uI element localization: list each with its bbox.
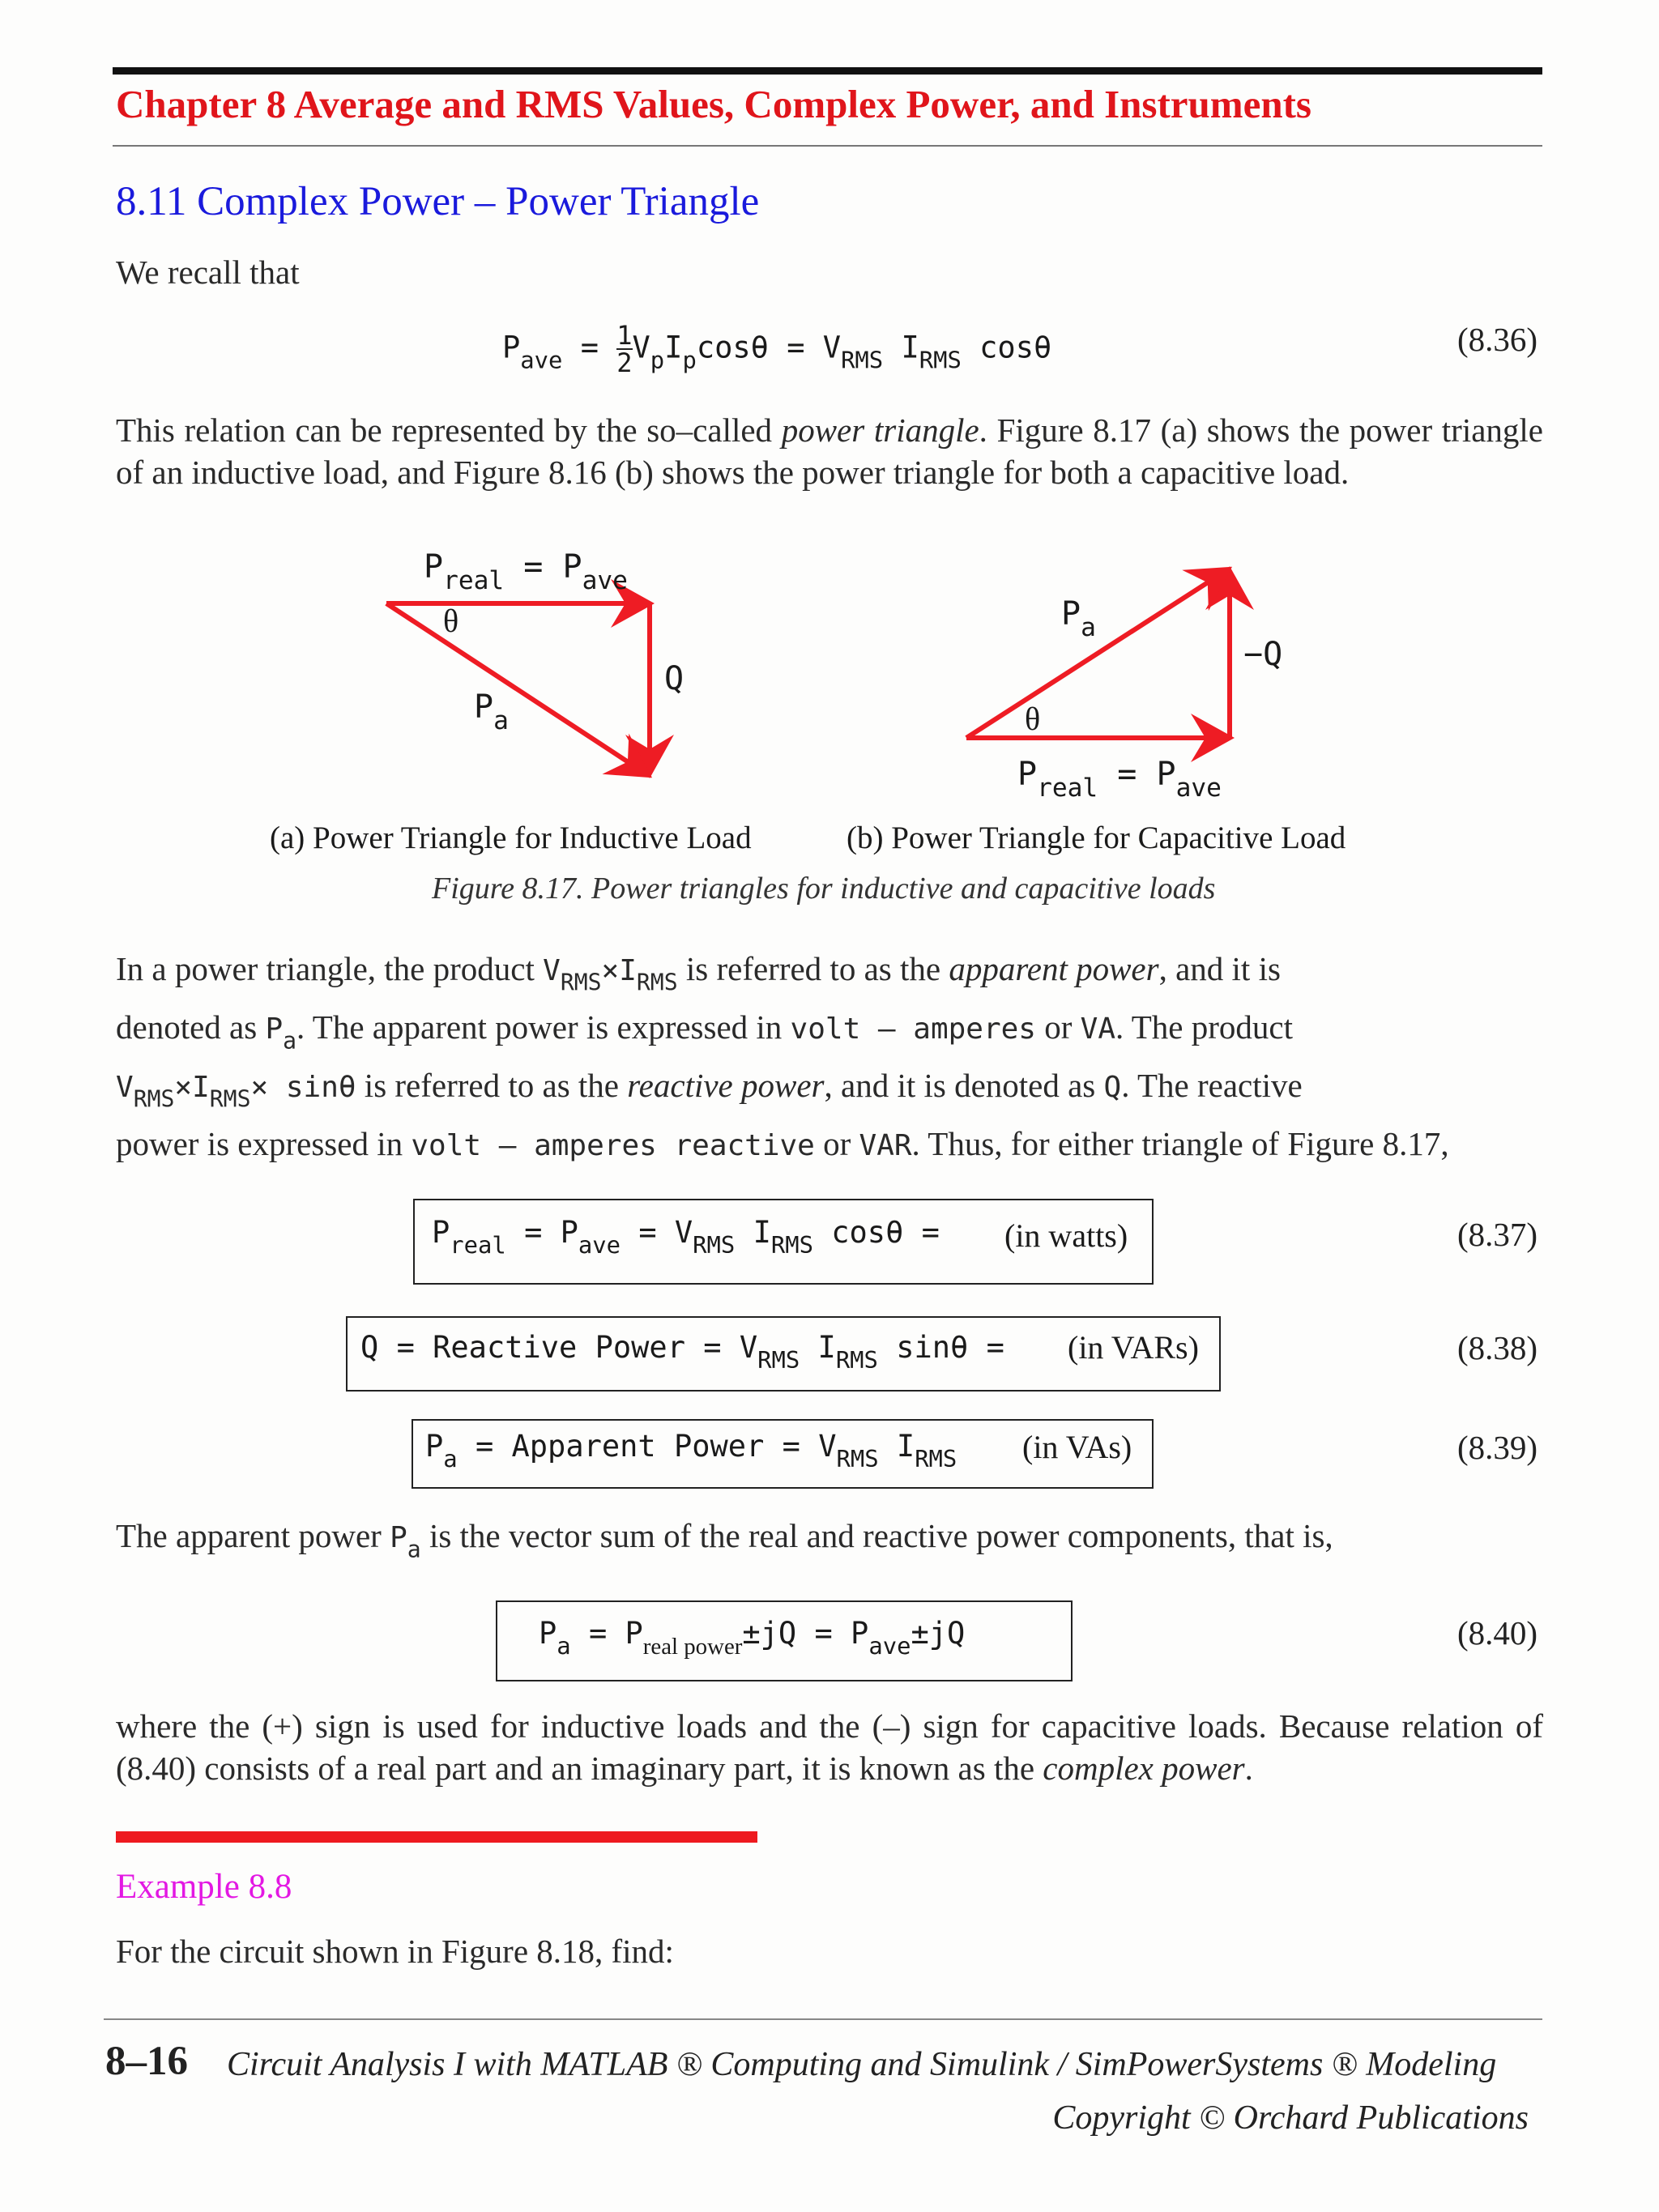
paragraph-power-triangle: This relation can be represented by the so–called power triangle. Figure 8.17 (a) shows the power triangle of an inductive load, and Figure 8.16 (b) shows the power triangle for both a capacitive load. [116, 411, 1543, 491]
capacitive-apparent-power-arrow [966, 569, 1228, 738]
equation-number-8-40: (8.40) [1456, 1614, 1537, 1652]
capacitive-theta-label: θ [1025, 701, 1041, 737]
equation-8-37: $P_{real} = P_{ave} = V_{RMS}$ $I_{RMS}$ cosθ = [432, 1215, 940, 1259]
equation-number-8-39: (8.39) [1456, 1429, 1537, 1466]
figure-caption: Figure 8.17. Power triangles for inductive and capacitive loads [432, 872, 1216, 906]
equation-8-39-units: (in VAs) [1022, 1429, 1132, 1465]
equation-8-40: $P_a = P_{real power}\pm jQ = P_{ave}\pm jQ$ [539, 1616, 966, 1660]
paragraph-apparent-reactive: In a power triangle, the product $V_{RMS}\times I_{RMS}$ is referred to as the apparent power, and it is denoted as $P_a$. The apparent power is expressed in volt – amperes or VA. The product $V_{RMS}\times I_{RMS}\times \sin\theta$ is referred to as the reactive power, and it is denoted as Q. The reactive power is expressed in volt – amperes reactive or VAR. Thus, for either triangle of Figure 8.17, [116, 950, 1449, 1162]
inductive-q-label: Q [664, 660, 684, 697]
equation-number-8-36: (8.36) [1456, 321, 1537, 358]
equation-8-37-units: (in watts) [1004, 1217, 1128, 1254]
paragraph-complex-power: where the (+) sign is used for inductive loads and the (–) sign for capacitive loads. Because relation of (8.40) consists of a real part and an imaginary part, it is known as the complex power. [116, 1707, 1543, 1787]
inductive-preal-label: $P_{real} = P_{ave}$ [424, 548, 628, 596]
caption-capacitive: (b) Power Triangle for Capacitive Load [847, 820, 1346, 855]
equation-8-36: $P_{ave}$ = $\frac{1}{2}$ $V_pI_p\cos\theta = V_{RMS}$ $I_{RMS}$ cosθ [502, 320, 1052, 378]
page-number: 8–16 [105, 2039, 188, 2084]
intro-text: We recall that [116, 254, 300, 291]
example-text: For the circuit shown in Figure 8.18, find: [116, 1933, 674, 1970]
equation-8-38-units: (in VARs) [1068, 1329, 1199, 1366]
example-divider-bar [116, 1831, 757, 1843]
book-title: Circuit Analysis I with MATLAB ® Computing and Simulink / SimPowerSystems ® Modeling [227, 2046, 1497, 2083]
footer-divider [104, 2018, 1542, 2020]
capacitive-preal-label: $P_{real} = P_{ave}$ [1017, 756, 1222, 803]
example-title: Example 8.8 [116, 1868, 292, 1906]
chapter-title: Chapter 8 Average and RMS Values, Complex Power, and Instruments [116, 82, 1311, 126]
equation-number-8-37: (8.37) [1456, 1216, 1537, 1253]
equation-8-39: $P_a$ = Apparent Power = $V_{RMS}$ $I_{RMS}$ [425, 1429, 957, 1473]
section-title: 8.11 Complex Power – Power Triangle [116, 179, 760, 224]
equation-number-8-38: (8.38) [1456, 1329, 1537, 1366]
equation-8-38: Q = Reactive Power = $V_{RMS}$ $I_{RMS}$ sinθ = [360, 1330, 1004, 1374]
inductive-pa-label: $P_a$ [474, 688, 509, 736]
inductive-apparent-power-arrow [386, 603, 648, 775]
capacitive-pa-label: $P_a$ [1061, 595, 1096, 643]
paragraph-apparent-sum: The apparent power $P_a$ is the vector sum of the real and reactive power components, that is, [116, 1517, 1333, 1563]
copyright: Copyright © Orchard Publications [1052, 2099, 1529, 2137]
caption-inductive: (a) Power Triangle for Inductive Load [270, 820, 752, 855]
capacitive-negq-label: −Q [1243, 636, 1283, 673]
inductive-theta-label: θ [443, 603, 459, 639]
